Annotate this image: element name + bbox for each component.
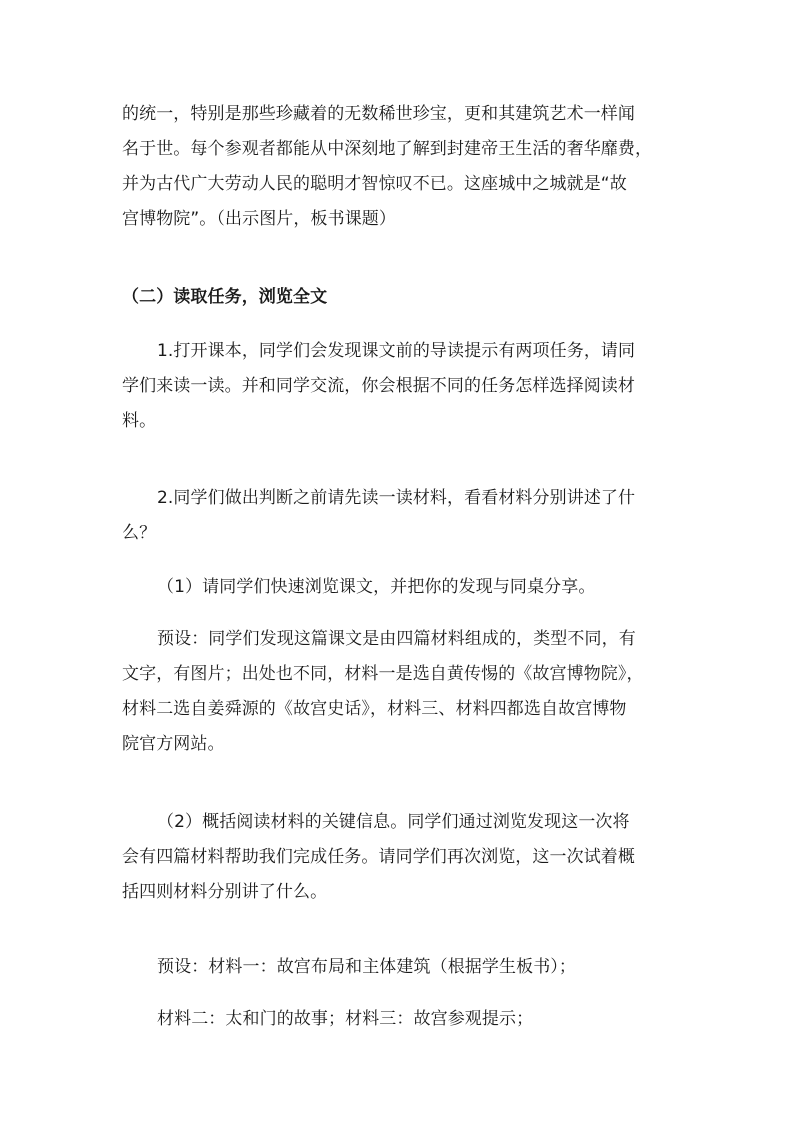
text-line: 名于世。每个参观者都能从中深刻地了解到封建帝王生活的奢华靡费， [122, 139, 653, 159]
text-line: 2.同学们做出判断之前请先读一读材料，看看材料分别讲述了什 [157, 488, 636, 508]
text-line: 宫博物院”。（出示图片，板书课题） [122, 209, 397, 229]
text-line: 学们来读一读。并和同学交流，你会根据不同的任务怎样选择阅读材 [122, 376, 635, 396]
text-line: 会有四篇材料帮助我们完成任务。请同学们再次浏览，这一次试着概 [122, 847, 635, 867]
text-line: 么？ [122, 523, 157, 543]
preset-2-paragraph [122, 950, 687, 985]
text-line: 文字，有图片；出处也不同，材料一是选自黄传惕的《故宫博物院》， [122, 664, 644, 684]
preset-2-continued-paragraph [122, 1002, 687, 1037]
text-line: 1.打开课本，同学们会发现课文前的导读提示有两项任务，请同 [157, 341, 636, 361]
text-line: 预设：同学们发现这篇课文是由四篇材料组成的，类型不同，有 [157, 629, 636, 649]
text-line: 的统一，特别是那些珍藏着的无数稀世珍宝，更和其建筑艺术一样闻 [122, 104, 635, 124]
section-heading [122, 280, 687, 315]
text-line: 料。 [122, 411, 157, 431]
intro-paragraph [122, 97, 687, 237]
text-line: 院官方网站。 [122, 734, 225, 754]
text-line: 括四则材料分别讲了什么。 [122, 882, 328, 902]
text-line: （1）请同学们快速浏览课文，并把你的发现与同桌分享。 [157, 577, 596, 597]
step-2-paragraph [122, 481, 687, 551]
sub-step-2-paragraph [122, 805, 687, 910]
text-line: 材料二：太和门的故事；材料三：故宫参观提示； [157, 1009, 534, 1029]
text-line: 并为古代广大劳动人民的聪明才智惊叹不已。这座城中之城就是“故 [122, 174, 627, 194]
text-line: 材料二选自姜舜源的《故宫史话》，材料三、材料四都选自故宫博物 [122, 699, 627, 719]
step-1-paragraph [122, 334, 687, 439]
preset-1-paragraph [122, 622, 687, 762]
sub-step-1-paragraph [122, 570, 687, 605]
text-line: （2）概括阅读材料的关键信息。同学们通过浏览发现这一次将 [157, 812, 630, 832]
heading-line: （二）读取任务，浏览全文 [122, 287, 328, 307]
text-line: 预设：材料一：故宫布局和主体建筑（根据学生板书）； [157, 957, 576, 977]
